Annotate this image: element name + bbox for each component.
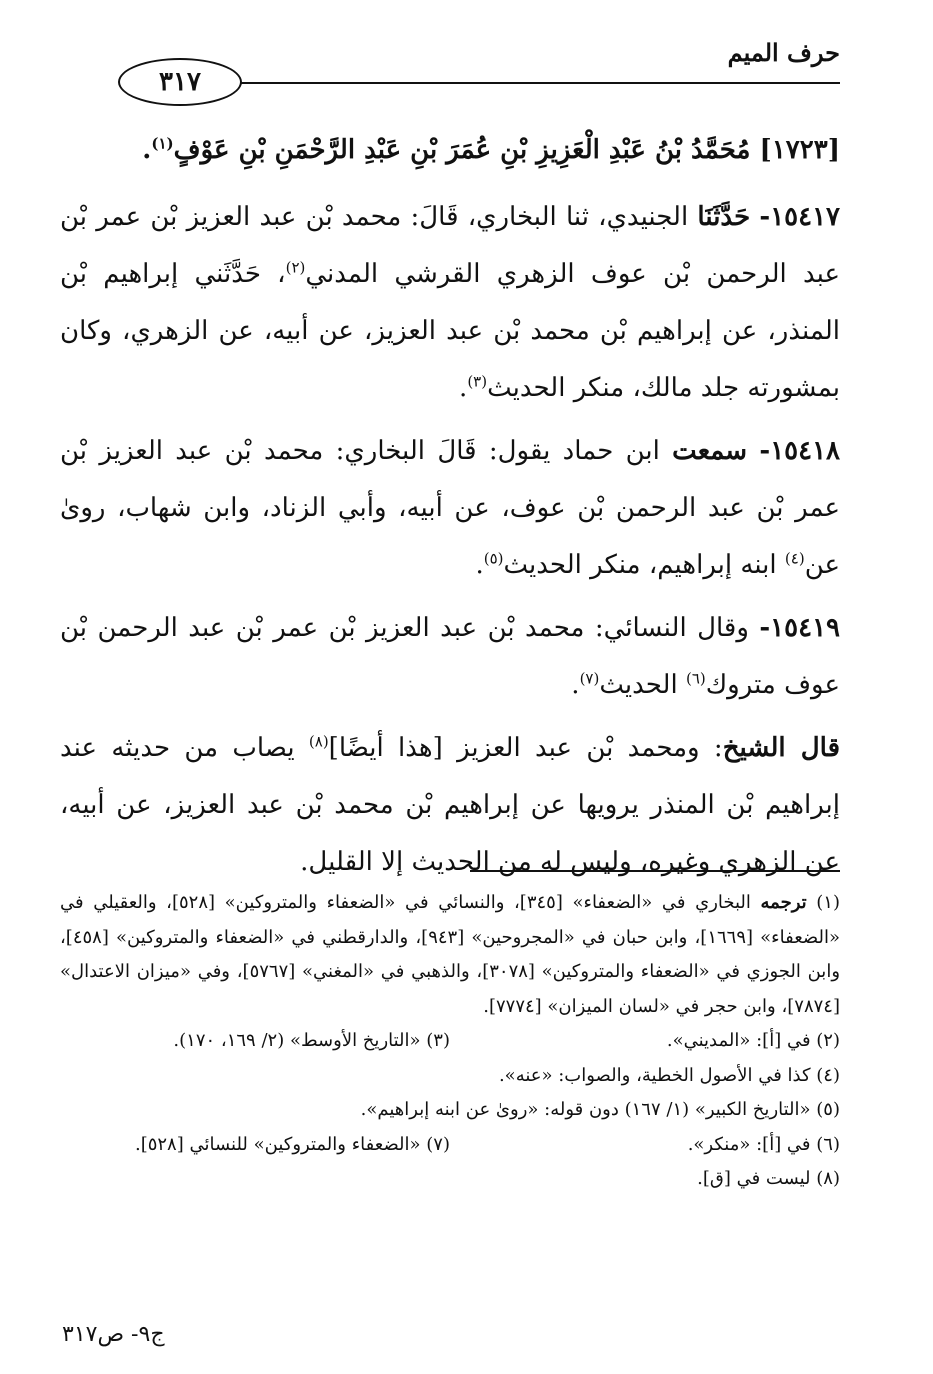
entry-number: [١٧٢٣]	[759, 135, 840, 165]
paragraph-15419	[60, 600, 840, 714]
paragraph-sheikh	[60, 720, 840, 891]
page-number: ٣١٧	[159, 67, 201, 97]
paragraph-text: وقال النسائي: محمد بْن عبد العزيز بْن عمر بْن عبد الرحمن بْن عوف متروك	[60, 613, 840, 700]
paragraph-text: الحديث	[599, 670, 686, 700]
footnote-2: (٢) في [أ]: «المديني».	[666, 1030, 840, 1051]
footnote-ref: (٦)	[685, 669, 706, 688]
footnote-rule	[470, 870, 840, 872]
entry-heading	[60, 122, 840, 179]
paragraph-number: ١٥٤١٨-	[759, 436, 841, 466]
paragraph-lead: حَدَّثَنَا	[697, 202, 751, 232]
page-header	[60, 38, 840, 98]
paragraph-text: : ومحمد بْن عبد العزيز [هذا أيضًا]	[328, 733, 723, 763]
footnote-ref: (٥)	[483, 549, 504, 568]
footnote-ref: (٢)	[285, 258, 306, 277]
footnote-4: (٤) كذا في الأصول الخطية، والصواب: «عنه».	[498, 1064, 840, 1086]
footnote-row	[60, 1128, 840, 1163]
footnote-6: (٦) في [أ]: «منكر».	[687, 1133, 840, 1155]
footnote-8: (٨) ليست في [ق].	[697, 1168, 840, 1189]
paragraph-text: ، حَدَّثَني إبراهيم بْن المنذر، عن إبراهيم بْن محمد بْن عبد العزيز، عن أبيه، عن الزهري، وكان بمشورته جلد مالك، منكر الحديث	[60, 259, 840, 403]
page-number-badge	[118, 58, 242, 106]
footnote-lead: ترجمه	[760, 892, 807, 913]
main-text	[60, 122, 840, 897]
footnote-ref: (٨)	[308, 732, 329, 751]
paragraph-lead: سمعت	[672, 436, 748, 466]
chapter-title: حرف الميم	[727, 38, 840, 67]
footnote-number: (١)	[816, 892, 840, 913]
footnote-1	[60, 886, 840, 1024]
paragraph-number: ١٥٤١٩-	[759, 613, 840, 643]
paragraph-text: ابنه إبراهيم، منكر الحديث	[503, 550, 785, 580]
paragraph-lead: قال الشيخ	[722, 733, 840, 763]
footnote-row	[60, 1024, 840, 1059]
paragraph-15417	[60, 189, 840, 417]
paragraph-text: ابن حماد يقول: قَالَ البخاري: محمد بْن عبد العزيز بْن عمر بْن عبد الرحمن بْن عوف، عن أبيه، وأبي الزناد، وابن شهاب، روىٰ عن	[60, 436, 840, 580]
paragraph-number: ١٥٤١٧-	[759, 202, 841, 232]
footnote-3: (٣) «التاريخ الأوسط» (٢/ ١٦٩، ١٧٠).	[173, 1030, 450, 1051]
footnote-7: (٧) «الضعفاء والمتروكين» للنسائي [٥٢٨].	[134, 1133, 450, 1155]
paragraph-text: يصاب من حديثه عند إبراهيم بْن المنذر يرويها عن إبراهيم بْن محمد بْن عبد العزيز، عن أبيه، عن الزهري وغيره، وليس له من الحديث إلا القليل.	[60, 733, 840, 877]
paragraph-text: .	[475, 550, 484, 580]
footnote-ref: (٤)	[784, 549, 805, 568]
volume-page-reference: ج٩- ص٣١٧	[62, 1322, 165, 1347]
footnote-ref: (١)	[151, 134, 174, 153]
paragraph-text: .	[459, 373, 468, 403]
paragraph-text: .	[571, 670, 580, 700]
paragraph-text: الجنيدي، ثنا البخاري، قَالَ: محمد بْن عبد العزيز بْن عمر بْن عبد الرحمن بْن عوف الزهري القرشي المدني	[60, 202, 840, 289]
footnote-ref: (٧)	[579, 669, 600, 688]
footnotes	[60, 886, 840, 1197]
paragraph-15418	[60, 423, 840, 594]
footnote-5: (٥) «التاريخ الكبير» (١/ ١٦٧) دون قوله: «روىٰ عن ابنه إبراهيم».	[360, 1099, 840, 1120]
footnote-ref: (٣)	[467, 372, 488, 391]
footnote-text: البخاري في «الضعفاء» [٣٤٥]، والنسائي في «الضعفاء والمتروكين» [٥٢٨]، والعقيلي في «الضعفاء» [١٦٦٩]، وابن حبان في «المجروحين» [٩٤٣]، والدارقطني في «الضعفاء والمتروكين» [٤٥٨]، وابن الجوزي في «الضعفاء والمتروكين» [٣٠٧٨]، والذهبي في «المغني» [٥٧٦٧]، وفي «ميزان الاعتدال» [٧٨٧٤]، وابن حجر في «لسان الميزان» [٧٧٧٤].	[60, 892, 841, 1017]
entry-end: .	[142, 135, 152, 165]
entry-name: مُحَمَّدُ بْنُ عَبْدِ الْعَزِيزِ بْنِ عُمَرَ بْنِ عَبْدِ الرَّحْمَنِ بْنِ عَوْفٍ	[173, 135, 751, 165]
